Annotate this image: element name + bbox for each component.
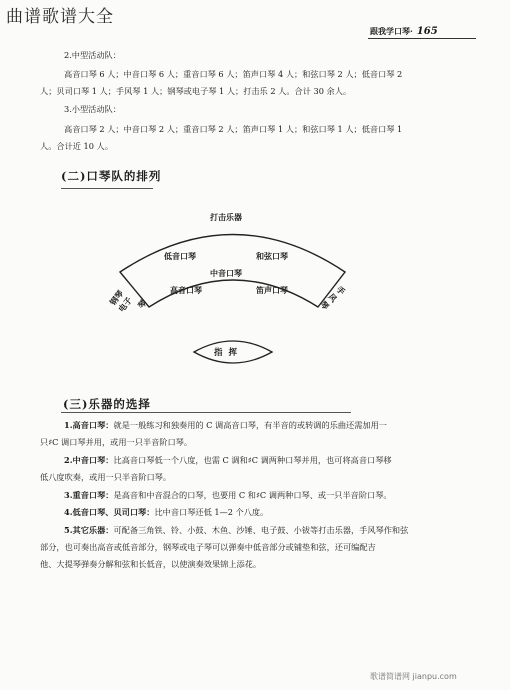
selection-item: 4.低音口琴、贝司口琴：比中音口琴还低 1—2 个八度。 [64,507,269,517]
label-high-harmonica: 高音口琴 [170,285,202,295]
site-title: 曲谱歌谱大全 [6,7,114,27]
medium-team-line: 人；贝司口琴 1 人；手风琴 1 人；钢琴或电子琴 1 人；打击乐 2 人。合计 30 余人。 [40,86,352,96]
selection-item: 5.其它乐器：可配备三角铁、铃、小鼓、木鱼、沙锤、电子鼓、小钹等打击乐器，手风琴作和弦 [64,525,409,535]
medium-team-line: 高音口琴 6 人；中音口琴 6 人；重音口琴 6 人；笛声口琴 4 人；和弦口琴 2 人；低音口琴 2 [64,69,403,79]
page-number: 165 [416,26,438,37]
selection-term: 3.重音口琴： [64,490,114,500]
heading-underline [61,412,351,413]
selection-term: 4.低音口琴、贝司口琴： [64,507,155,517]
heading-arrangement: (二)口琴队的排列 [61,169,162,183]
footer-watermark: 歌谱简谱网 jianpu.com [370,672,457,681]
selection-term: 1.高音口琴： [64,420,114,430]
small-team-title: 3.小型活动队： [64,104,121,114]
label-low-harmonica: 低音口琴 [164,251,196,261]
label-accordion: 手风琴 [318,284,348,312]
selection-item-cont: 低八度吹奏，或用一只半音阶口琴。 [40,472,172,482]
label-piano-electronic: 钢琴电子 [107,288,134,314]
label-percussion: 打击乐器 [210,212,242,222]
selection-item-cont: 只♯C 调口琴并用，或用一只半音阶口琴。 [40,437,193,447]
selection-item: 3.重音口琴：是高音和中音混合的口琴，也要用 C 和♯C 调两种口琴、或一只半音阶口琴。 [64,490,392,500]
selection-item: 2.中音口琴：比高音口琴低一个八度，也需 C 调和♯C 调两种口琴并用，也可将高音口琴移 [64,455,392,465]
medium-team-title: 2.中型活动队： [64,50,121,60]
selection-term: 5.其它乐器： [64,525,114,535]
label-conductor: 指挥 [214,348,244,358]
heading-selection: (三)乐器的选择 [63,397,151,411]
small-team-line: 人。合计近 10 人。 [40,141,113,151]
label-middle-harmonica: 中音口琴 [210,268,242,278]
selection-term: 2.中音口琴： [64,455,114,465]
selection-item: 1.高音口琴：就是一般练习和独奏用的 C 调高音口琴，有半音的或转调的乐曲还需加用一 [64,420,387,430]
small-team-line: 高音口琴 2 人；中音口琴 2 人；重音口琴 2 人；笛声口琴 1 人；和弦口琴 1 人；低音口琴 1 [64,124,403,134]
selection-item-cont: 部分，也可奏出高音或低音部分，钢琴或电子琴可以弹奏中低音部分或铺垫和弦，还可编配吉 [40,542,376,552]
label-flute-harmonica: 笛声口琴 [256,285,288,295]
label-chord-harmonica: 和弦口琴 [256,251,288,261]
page-header-label: 跟我学口琴· [370,26,413,36]
label-keyboard: 琴 [135,297,149,311]
selection-item-cont: 他、大提琴弹奏分解和弦和长低音，以使演奏效果锦上添花。 [40,559,262,569]
